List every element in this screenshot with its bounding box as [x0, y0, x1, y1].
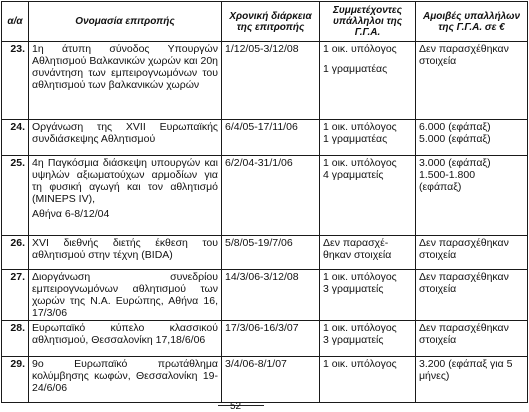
table-body: [2, 42, 528, 403]
fees-cell: [416, 321, 528, 357]
header-num: α/α: [2, 2, 29, 42]
committee-name-cell: [29, 236, 222, 270]
fees-cell: [416, 156, 528, 236]
table-row: [2, 321, 528, 357]
committee-duration: 5/8/05-19/7/06: [222, 236, 320, 270]
row-number: 27.: [2, 270, 29, 321]
fees-cell: [416, 42, 528, 120]
fees-value: Δεν παρασχέθηκαν στοιχεία: [419, 43, 509, 67]
fees-cell: [416, 236, 528, 270]
fees-value: 3.000 (εφάπαξ) 1.500-1.800 (εφάπαξ): [419, 157, 491, 193]
row-number: 25.: [2, 156, 29, 236]
committee-name: Διοργάνωση συνεδρίου εμπειρογνωμόνων αθλητισμού των χωρών της Ν.Α. Ευρώπης, Αθήνα 16, 17/3/06: [32, 271, 218, 319]
staff-line: 1 οικ. υπόλογος: [323, 358, 397, 370]
header-fees: Αμοιβές υπαλλήλων της Γ.Γ.Α. σε €: [416, 2, 528, 42]
fees-cell: [416, 357, 528, 403]
header-name: Ονομασία επιτροπής: [29, 2, 222, 42]
committee-location: Αθήνα 6-8/12/04: [32, 208, 110, 220]
header-duration: Χρονική διάρκεια της επιτροπής: [222, 2, 320, 42]
staff-cell: [320, 156, 416, 236]
committee-name: Οργάνωση της XVII Ευρωπαϊκής συνδιάσκεψης Αθλητισμού: [32, 121, 218, 145]
committee-name-cell: [29, 156, 222, 236]
staff-line: 1 οικ. υπόλογος: [323, 157, 397, 169]
staff-line: 4 γραμματείς: [323, 169, 384, 181]
staff-line: θηκαν στοιχεία: [323, 249, 392, 261]
staff-cell: [320, 270, 416, 321]
committee-duration: 6/2/04-31/1/06: [222, 156, 320, 236]
page-number: 52: [230, 401, 242, 412]
committee-name-cell: [29, 270, 222, 321]
fees-cell: [416, 120, 528, 156]
table-row: [2, 357, 528, 403]
staff-line: Δεν παρασχέ-: [323, 237, 389, 249]
staff-line: 1 γραμματέας: [323, 133, 388, 145]
staff-cell: [320, 357, 416, 403]
committee-duration: 17/3/06-16/3/07: [222, 321, 320, 357]
committee-duration: 6/4/05-17/11/06: [222, 120, 320, 156]
staff-line: 1 οικ. υπόλογος: [323, 43, 397, 55]
row-number: 23.: [2, 42, 29, 120]
staff-line: 1 οικ. υπόλογος: [323, 271, 397, 283]
header-staff: Συμμετέχοντες υπάλληλοι της Γ.Γ.Α.: [320, 2, 416, 42]
fees-cell: [416, 270, 528, 321]
staff-line: 3 γραμματείς: [323, 283, 384, 295]
fees-value: Δεν παρασχέθηκαν στοιχεία: [419, 322, 509, 346]
header-row: [2, 2, 528, 42]
staff-line: 1 οικ. υπόλογος: [323, 322, 397, 334]
staff-cell: [320, 42, 416, 120]
fees-value: 3.200 (εφάπαξ για 5 μήνες): [419, 358, 513, 382]
staff-cell: [320, 236, 416, 270]
committee-name-cell: [29, 321, 222, 357]
committee-name-cell: [29, 357, 222, 403]
fees-value: Δεν παρασχέθηκαν στοιχεία: [419, 271, 509, 295]
committee-name: 4η Παγκόσμια διάσκεψη υπουργών και υψηλών αξιωματούχων αρμοδίων για τη φυσική αγωγή και τον αθλητισμό (MINEPS IV),: [32, 157, 218, 205]
table-row: [2, 270, 528, 321]
row-number: 28.: [2, 321, 29, 357]
row-number: 24.: [2, 120, 29, 156]
fees-value: Δεν παρασχέθηκαν στοιχεία: [419, 237, 509, 261]
committee-name: 1η άτυπη σύνοδος Υπουργών Αθλητισμού Βαλκανικών χωρών και 20η συνάντηση των εμπειρογνωμόνων του αθλητισμού των βαλκανικών χωρών: [32, 43, 218, 91]
staff-line: 1 γραμματέας: [323, 63, 388, 75]
committee-name-cell: [29, 42, 222, 120]
committee-duration: 14/3/06-3/12/08: [222, 270, 320, 321]
staff-spacer: [323, 55, 412, 63]
staff-line: 1 οικ. υπόλογος: [323, 121, 397, 133]
table-row: [2, 120, 528, 156]
committees-table: [1, 1, 528, 403]
table-row: [2, 236, 528, 270]
committee-name-cell: [29, 120, 222, 156]
table-row: [2, 42, 528, 120]
staff-cell: [320, 120, 416, 156]
committee-duration: 1/12/05-3/12/08: [222, 42, 320, 120]
row-number: 26.: [2, 236, 29, 270]
committee-name: Ευρωπαϊκό κύπελο κλασσικού αθλητισμού, Θεσσαλονίκη 17,18/6/06: [32, 322, 218, 346]
committee-name: 9ο Ευρωπαϊκό πρωτάθλημα κολύμβησης κωφών, Θεσσαλονίκη 19-24/6/06: [32, 358, 218, 394]
table-row: [2, 156, 528, 236]
committee-name: XVI διεθνής διετής έκθεση του αθλητισμού στην τέχνη (BIDA): [32, 237, 218, 261]
staff-cell: [320, 321, 416, 357]
row-number: 29.: [2, 357, 29, 403]
fees-value: 6.000 (εφάπαξ) 5.000 (εφάπαξ): [419, 121, 491, 145]
staff-line: 3 γραμματείς: [323, 334, 384, 346]
committee-duration: 3/4/06-8/1/07: [222, 357, 320, 403]
